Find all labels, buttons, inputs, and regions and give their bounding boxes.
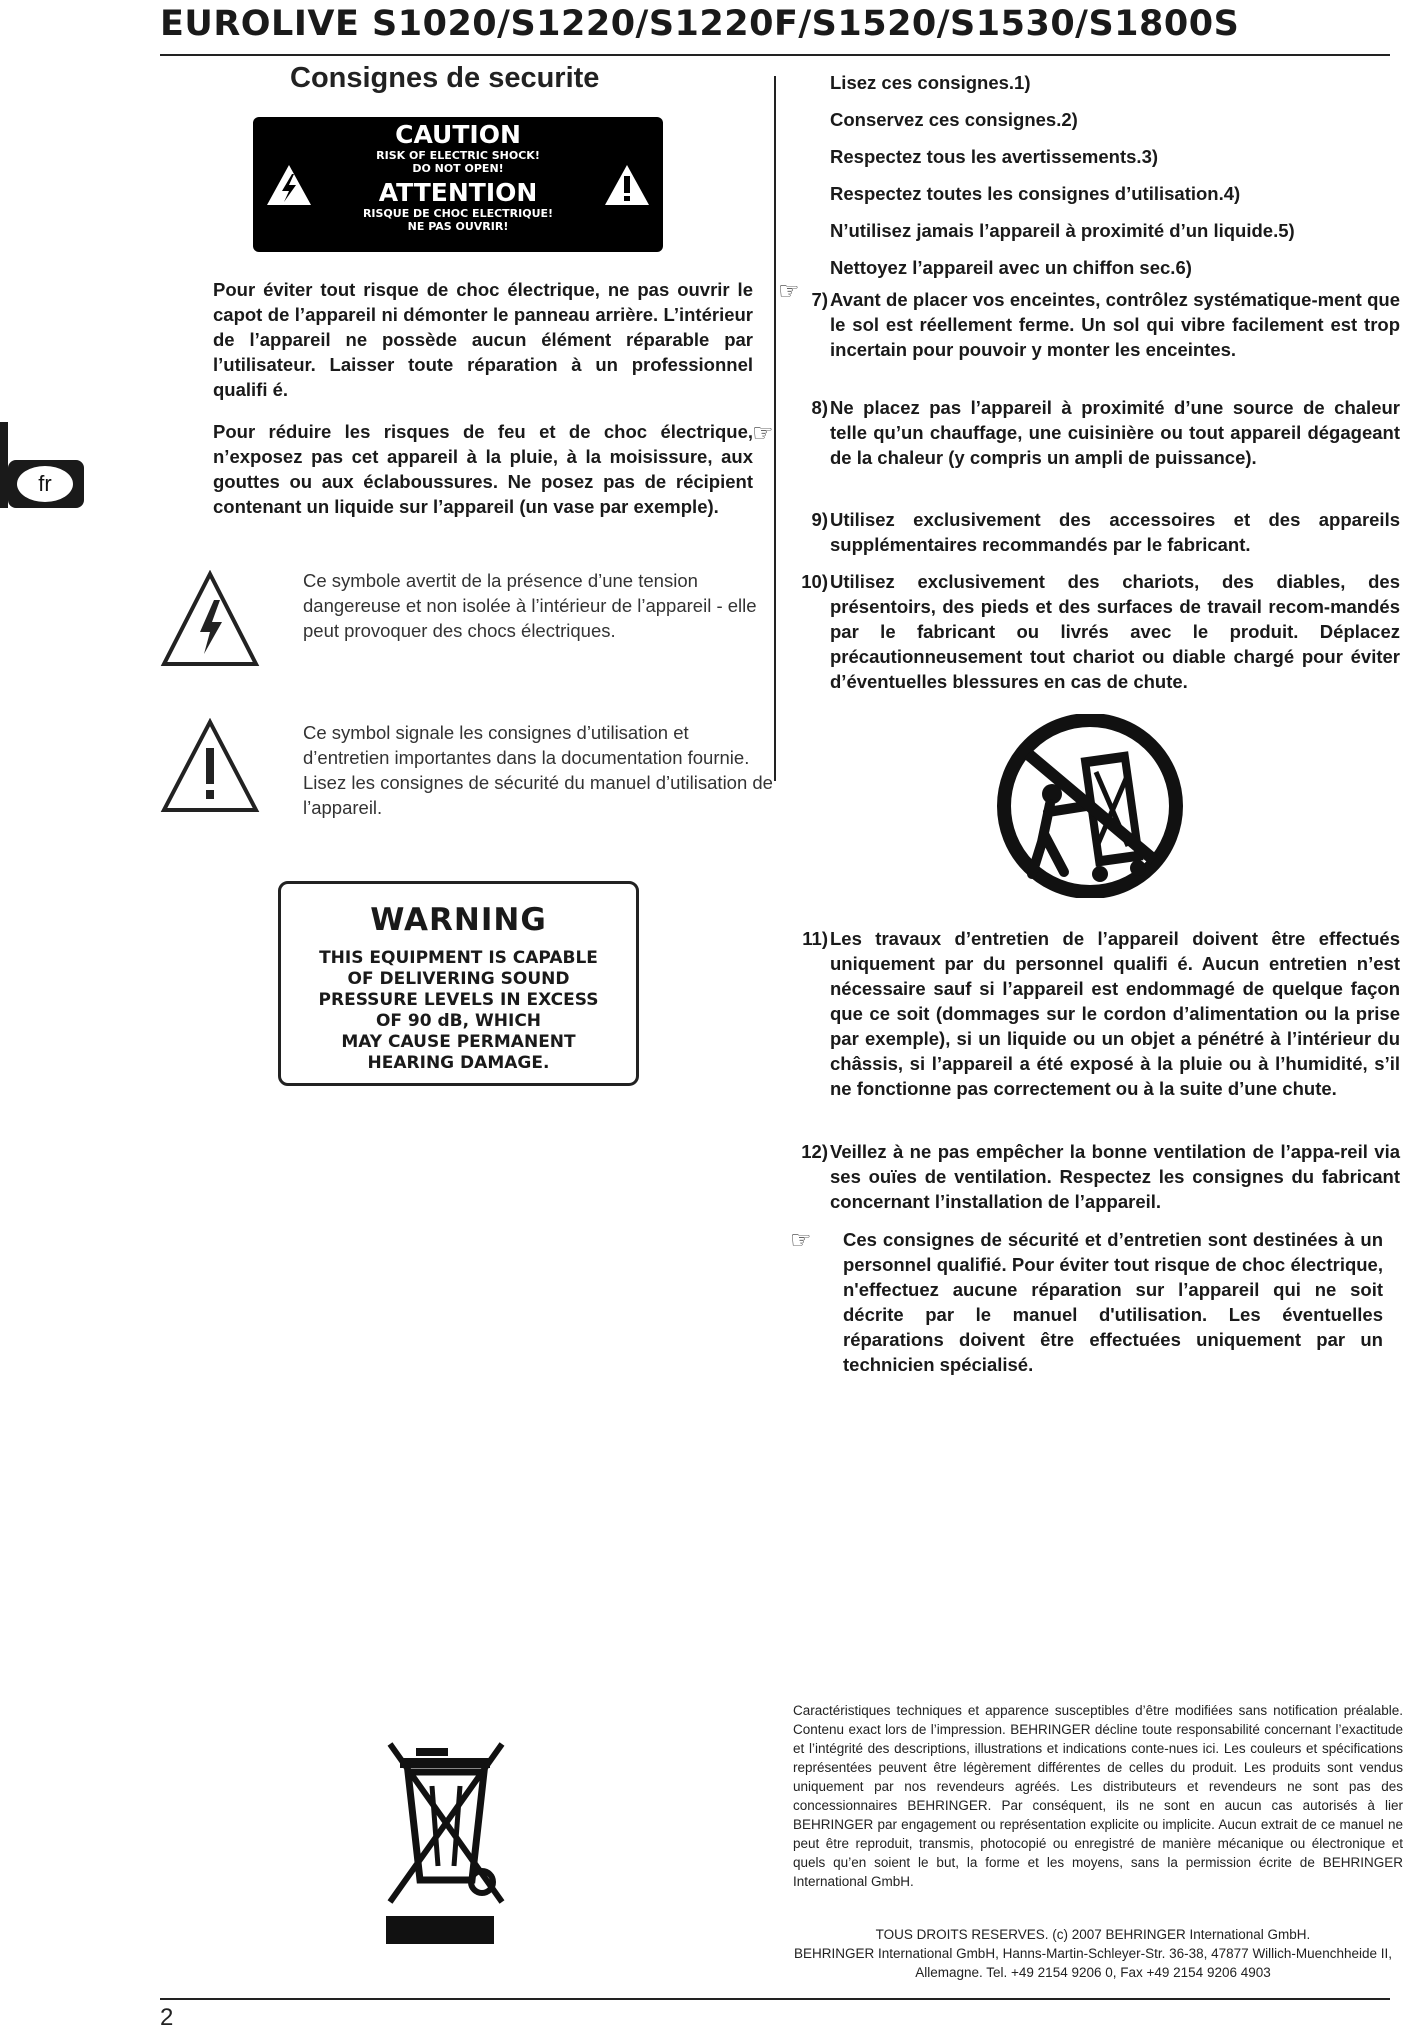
- instruction-line: Respectez toutes les consignes d’utilisation.4): [830, 183, 1241, 204]
- shock-warning-paragraph: Pour éviter tout risque de choc électrique, ne pas ouvrir le capot de l’appareil ni démonter le panneau arrière. L’intérieur de l’appareil ne possède aucun élément réparable par l’utilisateur. Laisser toute réparation à un professionnel qualifi é.: [213, 279, 753, 400]
- page-number: 2: [160, 2004, 174, 2031]
- attention-line: NE PAS OUVRIR!: [407, 220, 509, 233]
- header-rule: [160, 54, 1390, 56]
- legal-notice: Caractéristiques techniques et apparence susceptibles d’être modifiées sans notification préalable. Contenu exact lors de l’impression. BEHRINGER décline toute responsabilité concernant l’exactitude et l’intégrité des descriptions, illustrations et indications conte-nues ici. Les couleurs et spécifications représentées peuvent être légèrement différentes de celles du produit. Les produits sont vendus uniquement par nos revendeurs agréés. Les distributeurs et revendeurs ne sont pas des concessionnaires BEHRINGER. Par conséquent, ils ne sont en aucun cas autorisés à lier BEHRINGER par engagement ou représentation explicite ou implicite. Aucun extrait de ce manuel ne peut être reproduit, transmis, photocopié ou enregistré de manière mécanique ou électronique et quels qu’en soient le but, la forme et les moyens, sans la permission écrite de BEHRINGER International GmbH.: [793, 1703, 1403, 1889]
- item-text: Ne placez pas l’appareil à proximité d’une source de chaleur telle qu’un chauffage, une cuisinière ou tout appareil dégageant de la chaleur (y compris un ampli de puissance).: [830, 397, 1400, 468]
- instruction-line: Lisez ces consignes.1): [830, 72, 1031, 93]
- cart-tip-over-warning-icon: [988, 714, 1192, 898]
- caution-line: RISK OF ELECTRIC SHOCK!: [376, 149, 540, 162]
- list-item: [802, 926, 1400, 1101]
- warning-heading: WARNING: [370, 902, 547, 938]
- caution-line: DO NOT OPEN!: [412, 162, 504, 175]
- pointing-hand-icon: ☞: [752, 419, 774, 447]
- list-item: [801, 569, 1400, 694]
- list-item: [801, 1139, 1400, 1214]
- item-text: Utilisez exclusivement des chariots, des diables, des présentoirs, des pieds et des surfaces de travail recom-mandés par le fabricant ou livrés avec le produit. Déplacez précautionneusement tout chariot ou diable chargé pour éviter d’éventuelles blessures en cas de chute.: [830, 571, 1400, 692]
- item-number: 12): [801, 1141, 828, 1162]
- copyright-line: TOUS DROITS RESERVES. (c) 2007 BEHRINGER International GmbH.: [875, 1927, 1311, 1942]
- item-number: 9): [811, 509, 828, 530]
- list-item: [811, 507, 1400, 557]
- lightning-triangle-icon: [160, 570, 260, 670]
- caution-label: [253, 117, 663, 252]
- exclamation-triangle-icon: [160, 718, 260, 816]
- language-tab-edge: [0, 422, 8, 508]
- fire-warning-paragraph: Pour réduire les risques de feu et de choc électrique, n’exposez pas cet appareil à la pluie, à la moisissure, aux gouttes ou aux éclaboussures. Ne posez pas de récipient contenant un liquide sur l’appareil (un vase par exemple).: [213, 421, 753, 517]
- document-title: EUROLIVE S1020/S1220/S1220F/S1520/S1530/S1800S: [160, 4, 1240, 44]
- pointing-hand-icon: ☞: [778, 277, 800, 305]
- item-text: Les travaux d’entretien de l’appareil doivent être effectués uniquement par du personnel qualifi é. Aucun entretien n’est nécessaire sauf si l’appareil est endommagé de quelque façon que ce soit (dommages sur le cordon d’alimentation ou la prise par exemple), si un liquide ou un objet a pénétré à l’intérieur du châssis, si l’appareil a été exposé à la pluie ou à l’humidité, s’il ne fonctionne pas correctement ou à la suite d’une chute.: [830, 928, 1400, 1099]
- shock-triangle-icon: [265, 163, 313, 207]
- list-item: [811, 287, 1400, 362]
- exclamation-symbol-text: Ce symbol signale les consignes d’utilisation et d’entretien importantes dans la documentation fournie. Lisez les consignes de sécurité du manuel d’utilisation de l’appareil.: [303, 722, 773, 818]
- footer-rule: [160, 1998, 1390, 2000]
- attention-line: RISQUE DE CHOC ELECTRIQUE!: [362, 207, 554, 220]
- crossed-out-bin-icon: [386, 1730, 506, 1944]
- warning-line: MAY CAUSE PERMANENT: [341, 1032, 576, 1052]
- pointing-hand-icon: ☞: [790, 1226, 812, 1254]
- warning-line: OF DELIVERING SOUND: [347, 969, 570, 989]
- hearing-warning-label: [278, 881, 639, 1086]
- caution-heading: CAUTION: [395, 120, 521, 149]
- section-title: Consignes de securite: [290, 62, 600, 94]
- instruction-list: [830, 64, 1390, 286]
- address-line: BEHRINGER International GmbH, Hanns-Martin-Schleyer-Str. 36-38, 47877 Willich-Muenchheide II, Allemagne. Tel. +49 2154 9206 0, Fax +49 2154 9206 4903: [794, 1946, 1392, 1980]
- list-item: [811, 395, 1400, 470]
- item-number: 10): [801, 571, 828, 592]
- item-number: 7): [811, 289, 828, 310]
- item-text: Utilisez exclusivement des accessoires et des appareils supplémentaires recommandés par le fabricant.: [830, 509, 1400, 555]
- service-note: [843, 1227, 1383, 1377]
- instruction-line: Conservez ces consignes.2): [830, 109, 1078, 130]
- copyright-block: [793, 1925, 1393, 1982]
- warning-line: OF 90 dB, WHICH: [375, 1011, 542, 1031]
- instruction-line: N’utilisez jamais l’appareil à proximité d’un liquide.5): [830, 220, 1295, 241]
- language-tab: [8, 460, 84, 508]
- instruction-line: Nettoyez l’appareil avec un chiffon sec.6): [830, 257, 1192, 278]
- item-number: 11): [802, 928, 828, 949]
- service-note-text: Ces consignes de sécurité et d’entretien sont destinées à un personnel qualifié. Pour éviter tout risque de choc électrique, n'effectuez aucune réparation sur l’appareil qui ne soit décrite par le manuel d'utilisation. Les éventuelles réparations doivent être effectuées uniquement par un technicien spécialisé.: [843, 1229, 1383, 1375]
- lightning-symbol-text: Ce symbole avertit de la présence d’une tension dangereuse et non isolée à l’intérieur de l’appareil - elle peut provoquer des chocs électriques.: [303, 570, 757, 641]
- item-text: Avant de placer vos enceintes, contrôlez systématique-ment que le sol est réellement ferme. Un sol qui vibre facilement est trop incertain pour pouvoir y monter les enceintes.: [830, 289, 1400, 360]
- item-number: 8): [811, 397, 828, 418]
- column-divider: [774, 76, 776, 781]
- language-tab-label: fr: [17, 466, 73, 502]
- warning-line: THIS EQUIPMENT IS CAPABLE: [319, 948, 598, 968]
- warning-line: PRESSURE LEVELS IN EXCESS: [318, 990, 599, 1010]
- exclamation-triangle-icon: [603, 163, 651, 207]
- attention-heading: ATTENTION: [378, 178, 538, 207]
- instruction-line: Respectez tous les avertissements.3): [830, 146, 1159, 167]
- item-text: Veillez à ne pas empêcher la bonne ventilation de l’appa-reil via ses ouïes de ventilation. Respectez les consignes du fabricant concernant l’installation de l’appareil.: [830, 1141, 1400, 1212]
- warning-line: HEARING DAMAGE.: [367, 1053, 550, 1073]
